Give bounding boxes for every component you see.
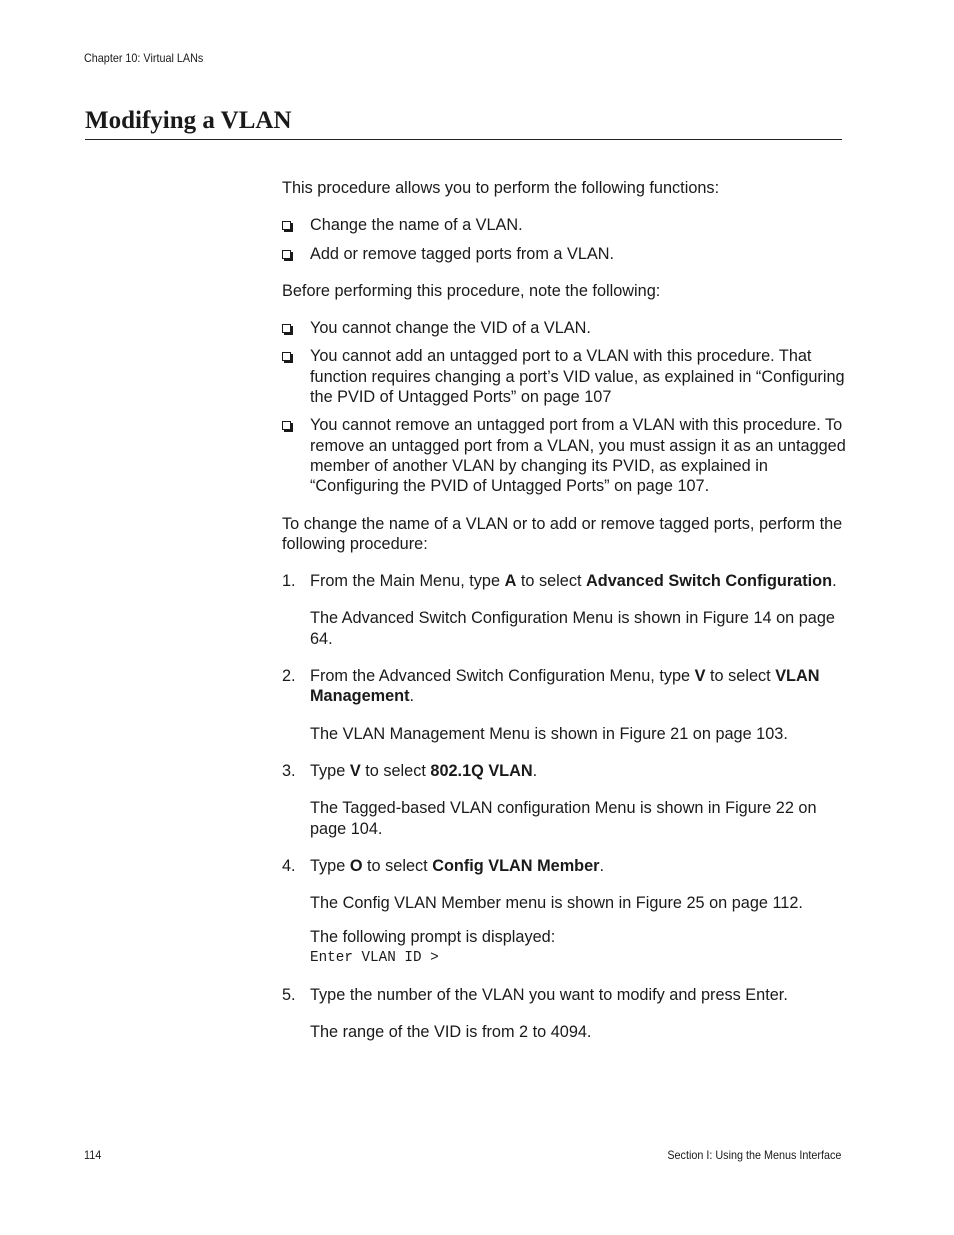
step-number: 4. [282, 856, 296, 875]
step-note: The following prompt is displayed: [310, 928, 556, 947]
page-number: 114 [84, 1148, 102, 1162]
list-item: You cannot add an untagged port to a VLAN with this procedure. That function requires changing a port’s VID value, as explained in “Configuring the PVID of Untagged Ports” on page 107 [282, 346, 847, 407]
menu-option-label: 802.1Q VLAN [430, 761, 533, 780]
note-intro-paragraph: Before performing this procedure, note the following: [282, 281, 661, 300]
running-footer-section: Section I: Using the Menus Interface [666, 1148, 841, 1162]
procedure-step-1 [282, 571, 847, 649]
procedure-step-5 [282, 985, 847, 1043]
intro-paragraph: This procedure allows you to perform the following functions: [282, 179, 720, 197]
step-number: 5. [282, 986, 296, 1005]
list-item: You cannot remove an untagged port from a VLAN with this procedure. To remove an untagged port from a VLAN, you must assign it as an untagged member of another VLAN by changing its PVID, as explained in “Configuring the PVID of Untagged Ports” on page 107. [282, 415, 847, 496]
checkbox-bullet-icon [282, 324, 291, 333]
checkbox-bullet-icon [282, 352, 291, 361]
key-label: O [349, 856, 363, 875]
list-item: You cannot change the VID of a VLAN. [282, 318, 847, 338]
step-note: The Advanced Switch Configuration Menu is shown in Figure 14 on page 64. [310, 609, 835, 648]
checkbox-bullet-icon [282, 421, 291, 430]
step-number: 2. [282, 667, 296, 686]
body-content [282, 178, 847, 1060]
checkbox-bullet-icon [282, 250, 291, 259]
title-rule [85, 139, 842, 140]
key-label: V [694, 667, 706, 686]
step-number: 1. [282, 572, 296, 591]
functions-list [282, 215, 847, 264]
step-note: The Config VLAN Member menu is shown in Figure 25 on page 112. [310, 894, 803, 913]
code-prompt: Enter VLAN ID > [310, 949, 439, 966]
procedure-step-4 [282, 856, 847, 968]
step-note: The range of the VID is from 2 to 4094. [310, 1023, 592, 1042]
checkbox-bullet-icon [282, 221, 291, 230]
step-instruction: From the Main Menu, type A to select Advanced Switch Configuration. [310, 572, 837, 591]
step-note: The VLAN Management Menu is shown in Figure 21 on page 103. [310, 724, 788, 743]
running-header: Chapter 10: Virtual LANs [84, 51, 204, 65]
step-instruction: From the Advanced Switch Configuration Menu, type V to select VLAN Management. [310, 667, 820, 706]
notes-list [282, 318, 847, 496]
menu-option-label: Config VLAN Member [432, 856, 600, 875]
procedure-step-2 [282, 666, 847, 744]
list-item: Add or remove tagged ports from a VLAN. [282, 244, 847, 264]
key-label: A [504, 572, 517, 591]
procedure-step-3 [282, 761, 847, 839]
page-title: Modifying a VLAN [85, 107, 292, 134]
list-item: Change the name of a VLAN. [282, 215, 847, 235]
step-note: The Tagged-based VLAN configuration Menu is shown in Figure 22 on page 104. [310, 799, 817, 838]
step-instruction: Type the number of the VLAN you want to modify and press Enter. [310, 986, 788, 1005]
key-label: V [349, 761, 361, 780]
step-instruction: Type V to select 802.1Q VLAN. [310, 761, 538, 780]
step-number: 3. [282, 761, 296, 780]
step-instruction: Type O to select Config VLAN Member. [310, 856, 605, 875]
procedure-intro-paragraph: To change the name of a VLAN or to add or remove tagged ports, perform the following procedure: [282, 514, 843, 553]
menu-option-label: Advanced Switch Configuration [586, 572, 833, 591]
menu-option-label: VLAN Management [310, 667, 820, 706]
